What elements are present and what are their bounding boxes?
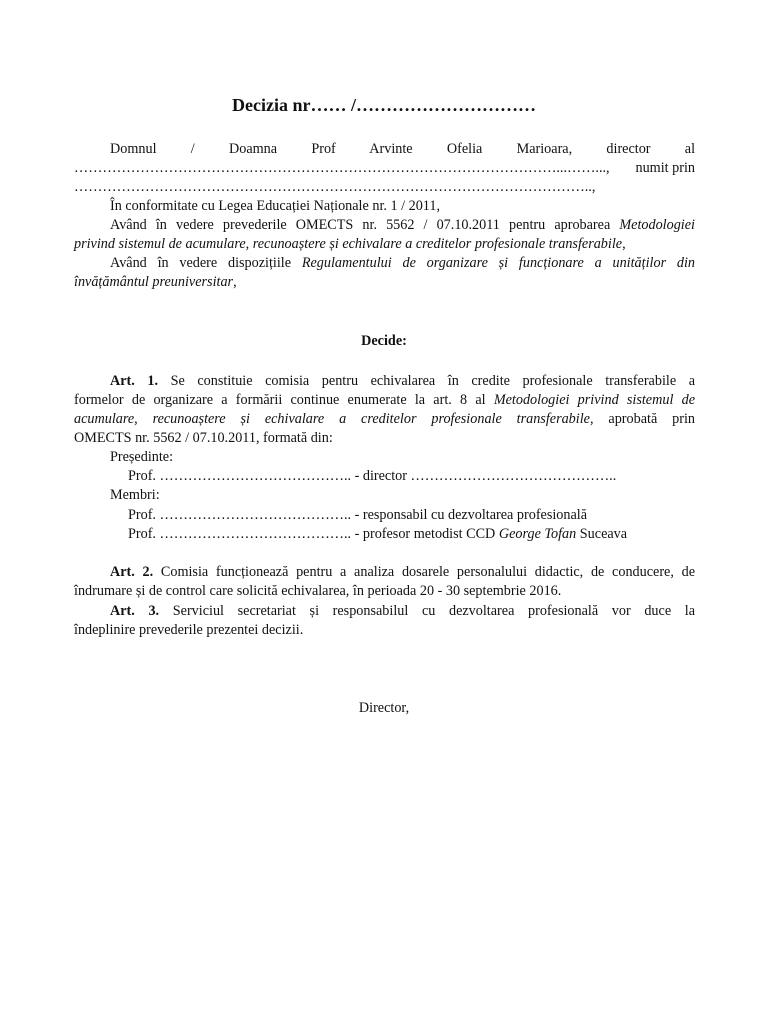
members-label: Membri:	[110, 487, 160, 503]
consideration-law: În conformitate cu Legea Educației Naționale nr. 1 / 2011,	[110, 198, 440, 214]
art3-line-2: îndeplinire prevederile prezentei decizii.	[74, 622, 304, 638]
intro-line-2: …………………………………………………………………………………………...……..., numit prin	[74, 160, 695, 176]
art2-line-1: Art. 2. Comisia funcționează pentru a analiza dosarele personalului didactic, de conducere, de	[110, 564, 695, 580]
member-line-1: Prof. ………………………………….. - responsabil cu dezvoltarea profesională	[128, 507, 588, 523]
president-line: Prof. ………………………………….. - director ……………………………………..	[128, 468, 617, 484]
president-label: Președinte:	[110, 449, 174, 465]
art1-line-1: Art. 1. Se constituie comisia pentru echivalarea în credite profesionale transferabile a	[110, 373, 695, 389]
art1-label: Art. 1.	[110, 373, 159, 389]
art1-line-4: OMECTS nr. 5562 / 07.10.2011, formată din:	[74, 430, 333, 446]
director-signature-label: Director,	[358, 700, 410, 716]
consideration-regulation-2: învățământul preuniversitar,	[74, 274, 237, 290]
decision-title: Decizia nr…… /…………………………	[232, 95, 536, 115]
art1-line-2: formelor de organizare a formării continue enumerate la art. 8 al Metodologiei privind sistemul de	[74, 392, 695, 408]
intro-line-1: Domnul / Doamna Prof Arvinte Ofelia Marioara, director al	[110, 141, 696, 157]
consideration-omects-1: Având în vedere prevederile OMECTS nr. 5562 / 07.10.2011 pentru aprobarea Metodologiei	[110, 217, 695, 233]
art2-line-2: îndrumare și de control care solicită echivalarea, în perioada 20 - 30 septembrie 2016.	[74, 583, 562, 599]
intro-line-3: ………………………………………………………………………………………………..,	[74, 179, 596, 195]
consideration-regulation-1: Având în vedere dispozițiile Regulamentului de organizare și funcționare a unităților din	[110, 255, 696, 271]
art2-label: Art. 2.	[110, 564, 154, 580]
art3-line-1: Art. 3. Serviciul secretariat și responsabilul cu dezvoltarea profesională vor duce la	[110, 603, 695, 619]
art3-label: Art. 3.	[110, 603, 160, 619]
consideration-omects-2: privind sistemul de acumulare, recunoaștere și echivalare a creditelor profesionale transferabile,	[74, 236, 626, 252]
art1-line-3: acumulare, recunoaștere și echivalare a creditelor profesionale transferabile, aprobată prin	[74, 411, 695, 427]
member-line-2: Prof. ………………………………….. - profesor metodist CCD George Tofan Suceava	[128, 526, 628, 542]
decide-heading: Decide:	[361, 333, 407, 349]
